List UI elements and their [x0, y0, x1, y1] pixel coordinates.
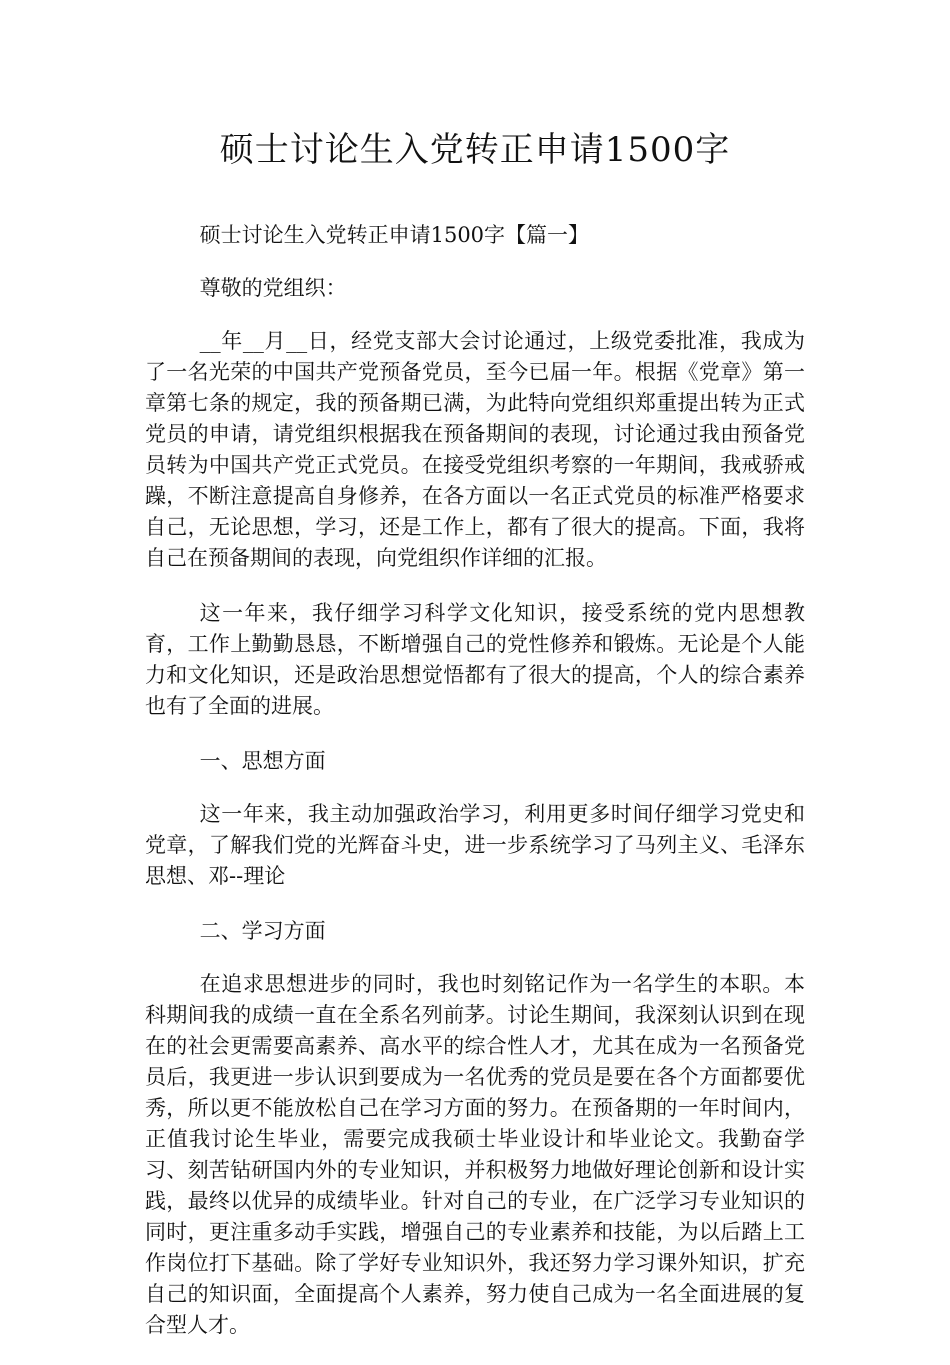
document-title: 硕士讨论生入党转正申请1500字	[219, 130, 731, 170]
body-paragraph: 在追求思想进步的同时，我也时刻铭记作为一名学生的本职。本科期间我的成绩一直在全系名列前茅。讨论生期间，我深刻认识到在现在的社会更需要高素养、高水平的综合性人才，尤其在成为一名预备党员后，我更进一步认识到要成为一名优秀的党员是要在各个方面都要优秀，所以更不能放松自己在学习方面的努力。在预备期的一年时间内，正值我讨论生毕业，需要完成我硕士毕业设计和毕业论文。我勤奋学习、刻苦钻研国内外的专业知识，并积极努力地做好理论创新和设计实践，最终以优异的成绩毕业。针对自己的专业，在广泛学习专业知识的同时，更注重多动手实践，增强自己的专业素养和技能，为以后踏上工作岗位打下基础。除了学好专业知识外，我还努力学习课外知识，扩充自己的知识面，全面提高个人素养，努力使自己成为一名全面进展的复合型人才。	[145, 972, 805, 1337]
subsection-heading: 一、思想方面	[199, 749, 326, 773]
section-heading: 硕士讨论生入党转正申请1500字【篇一】	[199, 223, 590, 247]
body-paragraph: 这一年来，我主动加强政治学习，利用更多时间仔细学习党史和党章，了解我们党的光辉奋斗史，进一步系统学习了马列主义、毛泽东思想、邓--理论	[145, 802, 805, 888]
document-body	[145, 220, 805, 1365]
subsection-heading: 二、学习方面	[199, 919, 326, 943]
body-paragraph: 这一年来，我仔细学习科学文化知识，接受系统的党内思想教育，工作上勤勤恳恳，不断增强自己的党性修养和锻炼。无论是个人能力和文化知识，还是政治思想觉悟都有了很大的提高，个人的综合素养也有了全面的进展。	[145, 601, 805, 718]
body-paragraph: __年__月__日，经党支部大会讨论通过，上级党委批准，我成为了一名光荣的中国共产党预备党员，至今已届一年。根据《党章》第一章第七条的规定，我的预备期已满，为此特向党组织郑重提出转为正式党员的申请，请党组织根据我在预备期间的表现，讨论通过我由预备党员转为中国共产党正式党员。在接受党组织考察的一年期间，我戒骄戒躁，不断注意提高自身修养，在各方面以一名正式党员的标准严格要求自己，无论思想，学习，还是工作上，都有了很大的提高。下面，我将自己在预备期间的表现，向党组织作详细的汇报。	[145, 329, 805, 570]
salutation: 尊敬的党组织：	[199, 276, 347, 300]
